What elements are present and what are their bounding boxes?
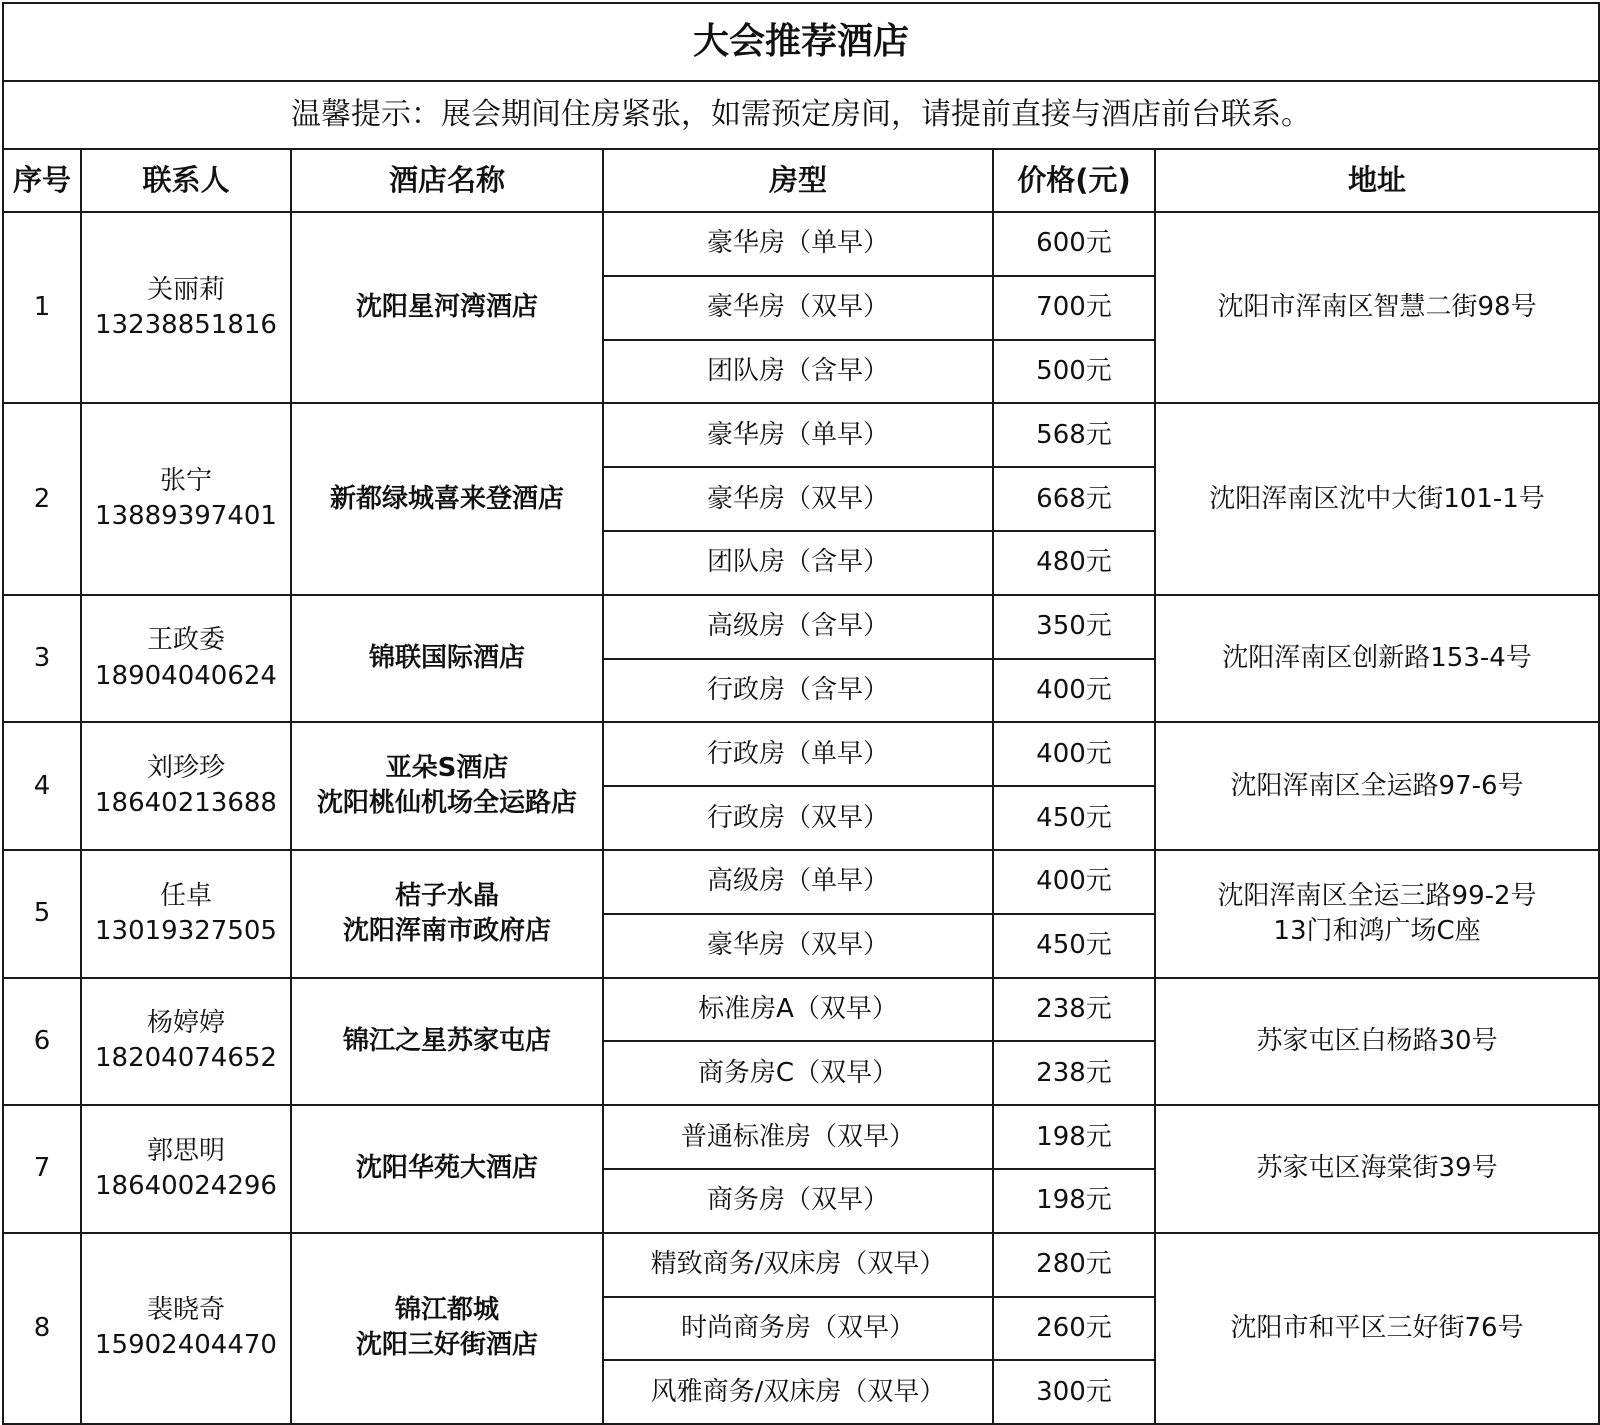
hotel-name-line: 沈阳三好街酒店	[355, 1330, 538, 1361]
hotel-name-cell	[291, 850, 603, 978]
hotel-name-cell	[291, 1105, 603, 1233]
notice-text: 温馨提示：展会期间住房紧张，如需预定房间，请提前直接与酒店前台联系。	[3, 81, 1599, 149]
price-cell: 260元	[993, 1297, 1155, 1361]
price-cell: 300元	[993, 1360, 1155, 1424]
contact-cell	[81, 212, 291, 403]
contact-name: 刘珍珍	[146, 753, 225, 784]
address-line: 苏家屯区海棠街39号	[1256, 1153, 1498, 1184]
price-cell: 450元	[993, 914, 1155, 978]
price-cell: 568元	[993, 403, 1155, 467]
hotel-name-line: 沈阳桃仙机场全运路店	[316, 788, 577, 819]
price-cell: 500元	[993, 340, 1155, 404]
room-type-cell: 商务房C（双早）	[603, 1041, 993, 1105]
room-type-cell: 豪华房（双早）	[603, 914, 993, 978]
contact-phone: 13889397401	[95, 501, 277, 532]
table-row	[3, 595, 1599, 659]
address-cell	[1155, 212, 1599, 403]
price-cell: 700元	[993, 276, 1155, 340]
price-cell: 450元	[993, 786, 1155, 850]
room-type-cell: 豪华房（单早）	[603, 212, 993, 276]
hotel-name-cell	[291, 403, 603, 594]
price-cell: 238元	[993, 1041, 1155, 1105]
table-row	[3, 1233, 1599, 1297]
table-row	[3, 1105, 1599, 1169]
hotel-name-line: 沈阳星河湾酒店	[355, 292, 538, 323]
contact-phone: 13238851816	[95, 309, 277, 340]
hotel-name-line: 沈阳浑南市政府店	[342, 915, 551, 946]
address-cell	[1155, 850, 1599, 978]
contact-cell	[81, 1105, 291, 1233]
address-line: 沈阳市和平区三好街76号	[1230, 1312, 1524, 1343]
hotel-name-line: 亚朵S酒店	[385, 753, 509, 784]
room-type-cell: 标准房A（双早）	[603, 978, 993, 1042]
room-type-cell: 高级房（单早）	[603, 850, 993, 914]
seq-cell: 6	[3, 978, 81, 1106]
seq-cell: 8	[3, 1233, 81, 1424]
contact-name: 郭思明	[146, 1135, 225, 1166]
address-cell	[1155, 722, 1599, 850]
room-type-cell: 时尚商务房（双早）	[603, 1297, 993, 1361]
header-seq: 序号	[3, 149, 81, 212]
contact-cell	[81, 722, 291, 850]
room-type-cell: 团队房（含早）	[603, 531, 993, 595]
seq-cell: 3	[3, 595, 81, 723]
price-cell: 198元	[993, 1169, 1155, 1233]
hotel-name-line: 沈阳华苑大酒店	[355, 1153, 538, 1184]
hotel-name-cell	[291, 722, 603, 850]
price-cell: 400元	[993, 659, 1155, 723]
room-type-cell: 团队房（含早）	[603, 340, 993, 404]
address-cell	[1155, 595, 1599, 723]
price-cell: 480元	[993, 531, 1155, 595]
table-title: 大会推荐酒店	[3, 3, 1599, 81]
contact-name: 杨婷婷	[146, 1008, 225, 1039]
room-type-cell: 高级房（含早）	[603, 595, 993, 659]
price-cell: 400元	[993, 722, 1155, 786]
contact-cell	[81, 978, 291, 1106]
hotel-name-line: 桔子水晶	[394, 880, 499, 911]
address-line: 沈阳市浑南区智慧二街98号	[1217, 292, 1537, 323]
hotel-name-line: 锦江之星苏家屯店	[342, 1025, 551, 1056]
contact-cell	[81, 595, 291, 723]
seq-cell: 4	[3, 722, 81, 850]
room-type-cell: 行政房（含早）	[603, 659, 993, 723]
header-price: 价格(元)	[993, 149, 1155, 212]
contact-name: 张宁	[159, 465, 212, 496]
table-row	[3, 722, 1599, 786]
contact-name: 王政委	[146, 625, 225, 656]
room-type-cell: 豪华房（双早）	[603, 276, 993, 340]
seq-cell: 5	[3, 850, 81, 978]
address-cell	[1155, 978, 1599, 1106]
hotel-name-cell	[291, 1233, 603, 1424]
address-line: 苏家屯区白杨路30号	[1256, 1025, 1498, 1056]
hotel-name-line: 新都绿城喜来登酒店	[329, 483, 564, 514]
header-address: 地址	[1155, 149, 1599, 212]
room-type-cell: 行政房（双早）	[603, 786, 993, 850]
contact-cell	[81, 850, 291, 978]
contact-phone: 13019327505	[95, 915, 277, 946]
contact-name: 关丽莉	[146, 274, 225, 305]
contact-phone: 18204074652	[95, 1043, 277, 1074]
price-cell: 600元	[993, 212, 1155, 276]
room-type-cell: 豪华房（单早）	[603, 403, 993, 467]
price-cell: 400元	[993, 850, 1155, 914]
header-room-type: 房型	[603, 149, 993, 212]
room-type-cell: 行政房（单早）	[603, 722, 993, 786]
room-type-cell: 精致商务/双床房（双早）	[603, 1233, 993, 1297]
address-line: 沈阳浑南区全运三路99-2号	[1217, 880, 1537, 911]
address-cell	[1155, 1105, 1599, 1233]
table-row	[3, 978, 1599, 1042]
address-cell	[1155, 1233, 1599, 1424]
seq-cell: 1	[3, 212, 81, 403]
hotel-table	[2, 2, 1600, 1425]
hotel-name-line: 锦江都城	[394, 1295, 499, 1326]
contact-phone: 18904040624	[95, 660, 277, 691]
header-contact: 联系人	[81, 149, 291, 212]
price-cell: 280元	[993, 1233, 1155, 1297]
address-line: 沈阳浑南区沈中大街101-1号	[1209, 483, 1545, 514]
room-type-cell: 普通标准房（双早）	[603, 1105, 993, 1169]
table-row	[3, 212, 1599, 276]
address-line: 沈阳浑南区创新路153-4号	[1222, 643, 1532, 674]
address-line: 13门和鸿广场C座	[1273, 915, 1481, 946]
contact-name: 任卓	[159, 880, 212, 911]
hotel-name-line: 锦联国际酒店	[368, 643, 525, 674]
contact-cell	[81, 1233, 291, 1424]
contact-phone: 15902404470	[95, 1330, 277, 1361]
room-type-cell: 豪华房（双早）	[603, 467, 993, 531]
header-hotel: 酒店名称	[291, 149, 603, 212]
contact-name: 裴晓奇	[146, 1295, 225, 1326]
seq-cell: 7	[3, 1105, 81, 1233]
address-cell	[1155, 403, 1599, 594]
address-line: 沈阳浑南区全运路97-6号	[1230, 770, 1524, 801]
hotel-name-cell	[291, 212, 603, 403]
room-type-cell: 风雅商务/双床房（双早）	[603, 1360, 993, 1424]
price-cell: 198元	[993, 1105, 1155, 1169]
hotel-name-cell	[291, 595, 603, 723]
table-row	[3, 403, 1599, 467]
price-cell: 350元	[993, 595, 1155, 659]
contact-phone: 18640213688	[95, 788, 277, 819]
hotel-name-cell	[291, 978, 603, 1106]
price-cell: 238元	[993, 978, 1155, 1042]
room-type-cell: 商务房（双早）	[603, 1169, 993, 1233]
table-row	[3, 850, 1599, 914]
price-cell: 668元	[993, 467, 1155, 531]
contact-phone: 18640024296	[95, 1170, 277, 1201]
table-body	[3, 212, 1599, 1424]
contact-cell	[81, 403, 291, 594]
seq-cell: 2	[3, 403, 81, 594]
